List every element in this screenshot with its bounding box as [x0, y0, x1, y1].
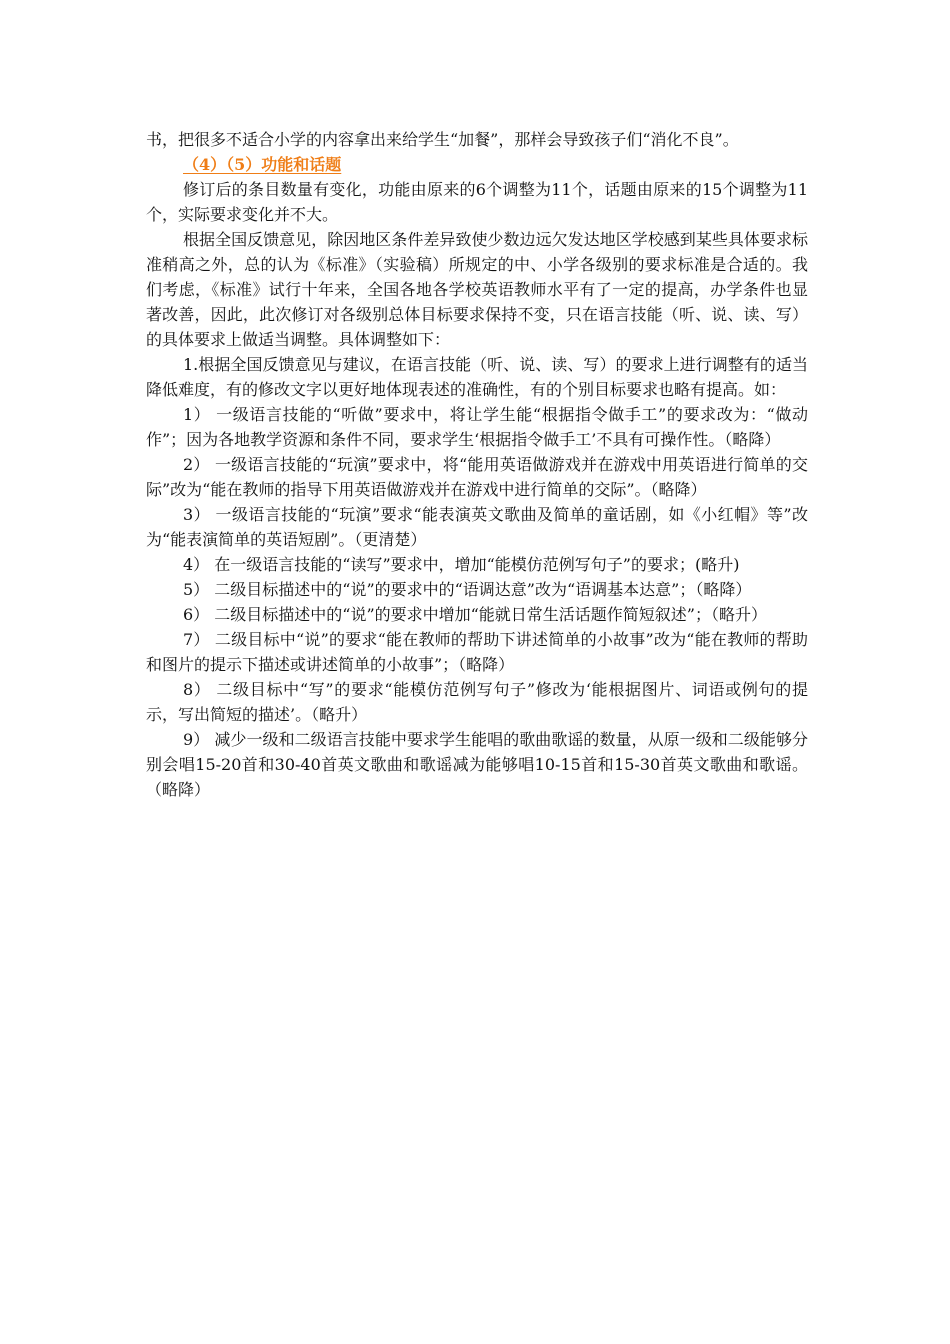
section-heading: （4）（5）功能和话题 — [183, 155, 342, 174]
list-item: 2） 一级语言技能的“玩演”要求中，将“能用英语做游戏并在游戏中用英语进行简单的交际”改为“能在教师的指导下用英语做游戏并在游戏中进行简单的交际”。（略降） — [146, 455, 808, 499]
list-item: 9） 减少一级和二级语言技能中要求学生能唱的歌曲歌谣的数量，从原一级和二级能够分别会唱15-20首和30-40首英文歌曲和歌谣减为能够唱10-15首和15-30首英文歌曲和歌谣。（略降） — [146, 730, 808, 799]
paragraph-adjustments: 1.根据全国反馈意见与建议，在语言技能（听、说、读、写）的要求上进行调整有的适当降低难度，有的修改文字以更好地体现表述的准确性，有的个别目标要求也略有提高。如： — [146, 355, 808, 399]
list-item: 6） 二级目标描述中的“说”的要求中增加“能就日常生活话题作简短叙述”；（略升） — [183, 605, 767, 624]
list-item: 5） 二级目标描述中的“说”的要求中的“语调达意”改为“语调基本达意”；（略降） — [183, 580, 752, 599]
list-item: 7） 二级目标中“说”的要求“能在教师的帮助下讲述简单的小故事”改为“能在教师的帮助和图片的提示下描述或讲述简单的小故事”；（略降） — [146, 630, 808, 674]
document-body — [146, 127, 808, 802]
paragraph-feedback: 根据全国反馈意见，除因地区条件差异致使少数边远欠发达地区学校感到某些具体要求标准稍高之外，总的认为《标准》（实验稿）所规定的中、小学各级别的要求标准是合适的。我们考虑，《标准》试行十年来，全国各地各学校英语教师水平有了一定的提高，办学条件也显著改善，因此，此次修订对各级别总体目标要求保持不变，只在语言技能（听、说、读、写）的具体要求上做适当调整。具体调整如下： — [146, 230, 808, 349]
list-item: 4） 在一级语言技能的“读写”要求中，增加“能模仿范例写句子”的要求；(略升) — [183, 555, 740, 574]
list-item: 3） 一级语言技能的“玩演”要求“能表演英文歌曲及简单的童话剧，如《小红帽》等”改为“能表演简单的英语短剧”。（更清楚） — [146, 505, 808, 549]
paragraph-continuation: 书，把很多不适合小学的内容拿出来给学生“加餐”，那样会导致孩子们“消化不良”。 — [146, 130, 739, 149]
paragraph-item-count: 修订后的条目数量有变化，功能由原来的6个调整为11个，话题由原来的15个调整为11个，实际要求变化并不大。 — [146, 180, 808, 224]
list-item: 1） 一级语言技能的“听做”要求中，将让学生能“根据指令做手工”的要求改为：“做动作”；因为各地教学资源和条件不同，要求学生‘根据指令做手工’不具有可操作性。（略降） — [146, 405, 808, 449]
list-item: 8） 二级目标中“写”的要求“能模仿范例写句子”修改为‘能根据图片、词语或例句的提示，写出简短的描述’。（略升） — [146, 680, 808, 724]
